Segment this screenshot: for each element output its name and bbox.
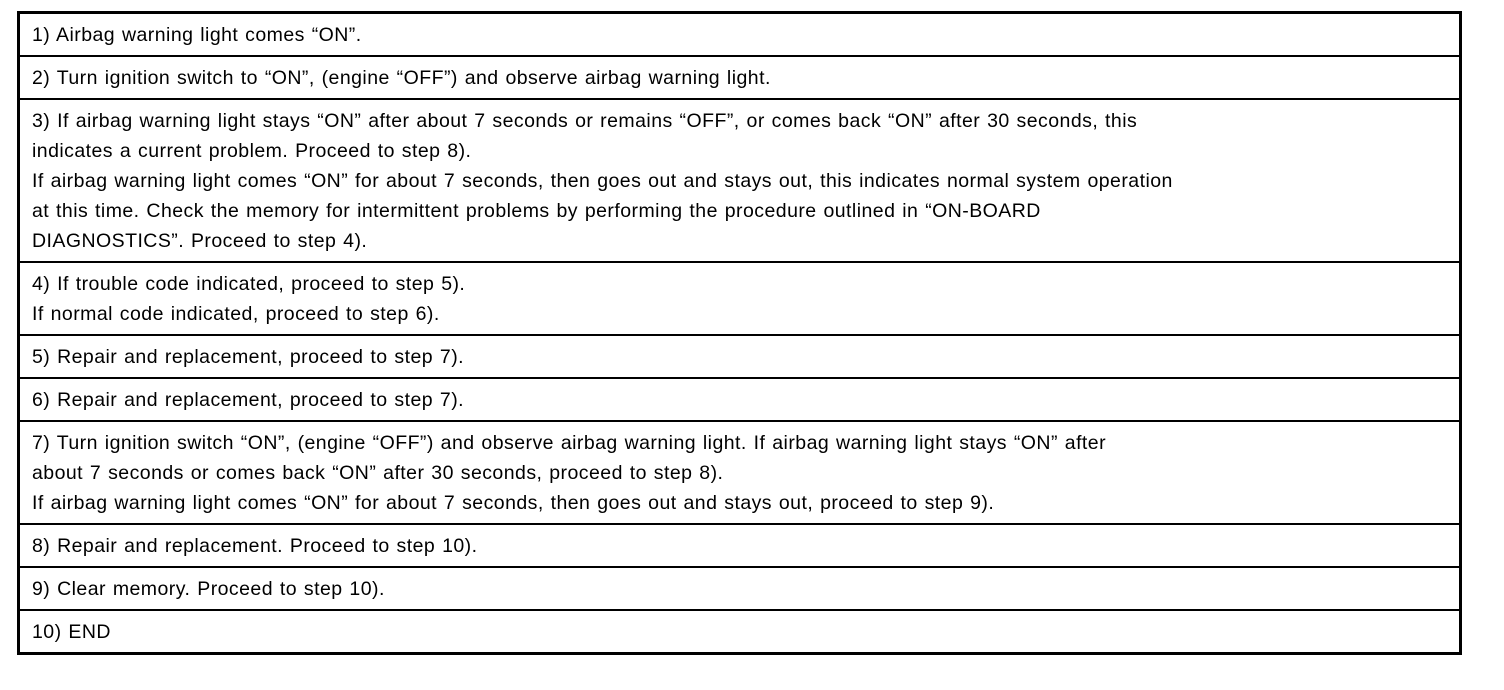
step-cell-4 [19, 262, 1461, 335]
step-8-line-1: 8) Repair and replacement. Proceed to step 10). [32, 535, 478, 557]
step-5-line-1: 5) Repair and replacement, proceed to step 7). [32, 346, 465, 368]
procedure-steps-table [17, 11, 1462, 655]
step-cell-10 [19, 610, 1461, 654]
step-row-3 [19, 99, 1461, 262]
step-cell-9 [19, 567, 1461, 610]
step-7-line-2: about 7 seconds or comes back “ON” after 30 seconds, proceed to step 8). [32, 462, 724, 484]
step-cell-7 [19, 421, 1461, 524]
step-9-line-1: 9) Clear memory. Proceed to step 10). [32, 578, 385, 600]
step-cell-8 [19, 524, 1461, 567]
step-cell-6 [19, 378, 1461, 421]
step-row-7 [19, 421, 1461, 524]
step-row-10 [19, 610, 1461, 654]
step-7-line-3: If airbag warning light comes “ON” for about 7 seconds, then goes out and stays out, proceed to step 9). [32, 492, 995, 514]
step-1-line-1: 1) Airbag warning light comes “ON”. [32, 24, 362, 46]
step-4-line-2: If normal code indicated, proceed to step 6). [32, 303, 440, 325]
step-4-line-1: 4) If trouble code indicated, proceed to step 5). [32, 273, 466, 295]
step-3-line-1: 3) If airbag warning light stays “ON” after about 7 seconds or remains “OFF”, or comes back “ON” after 30 seconds, this [32, 110, 1138, 132]
step-3-line-2: indicates a current problem. Proceed to step 8). [32, 140, 472, 162]
step-cell-5 [19, 335, 1461, 378]
step-7-line-1: 7) Turn ignition switch “ON”, (engine “OFF”) and observe airbag warning light. If airbag warning light stays “ON” after [32, 432, 1107, 454]
step-6-line-1: 6) Repair and replacement, proceed to step 7). [32, 389, 465, 411]
step-row-8 [19, 524, 1461, 567]
step-cell-1 [19, 13, 1461, 57]
step-row-1 [19, 13, 1461, 57]
step-cell-3 [19, 99, 1461, 262]
step-3-line-4: at this time. Check the memory for intermittent problems by performing the procedure outlined in “ON-BOARD [32, 200, 1041, 222]
step-row-2 [19, 56, 1461, 99]
step-cell-2 [19, 56, 1461, 99]
step-10-line-1: 10) END [32, 621, 111, 643]
step-row-9 [19, 567, 1461, 610]
step-3-line-5: DIAGNOSTICS”. Proceed to step 4). [32, 230, 368, 252]
step-row-6 [19, 378, 1461, 421]
step-row-4 [19, 262, 1461, 335]
step-row-5 [19, 335, 1461, 378]
step-3-line-3: If airbag warning light comes “ON” for about 7 seconds, then goes out and stays out, this indicates normal system operation [32, 170, 1173, 192]
step-2-line-1: 2) Turn ignition switch to “ON”, (engine “OFF”) and observe airbag warning light. [32, 67, 771, 89]
